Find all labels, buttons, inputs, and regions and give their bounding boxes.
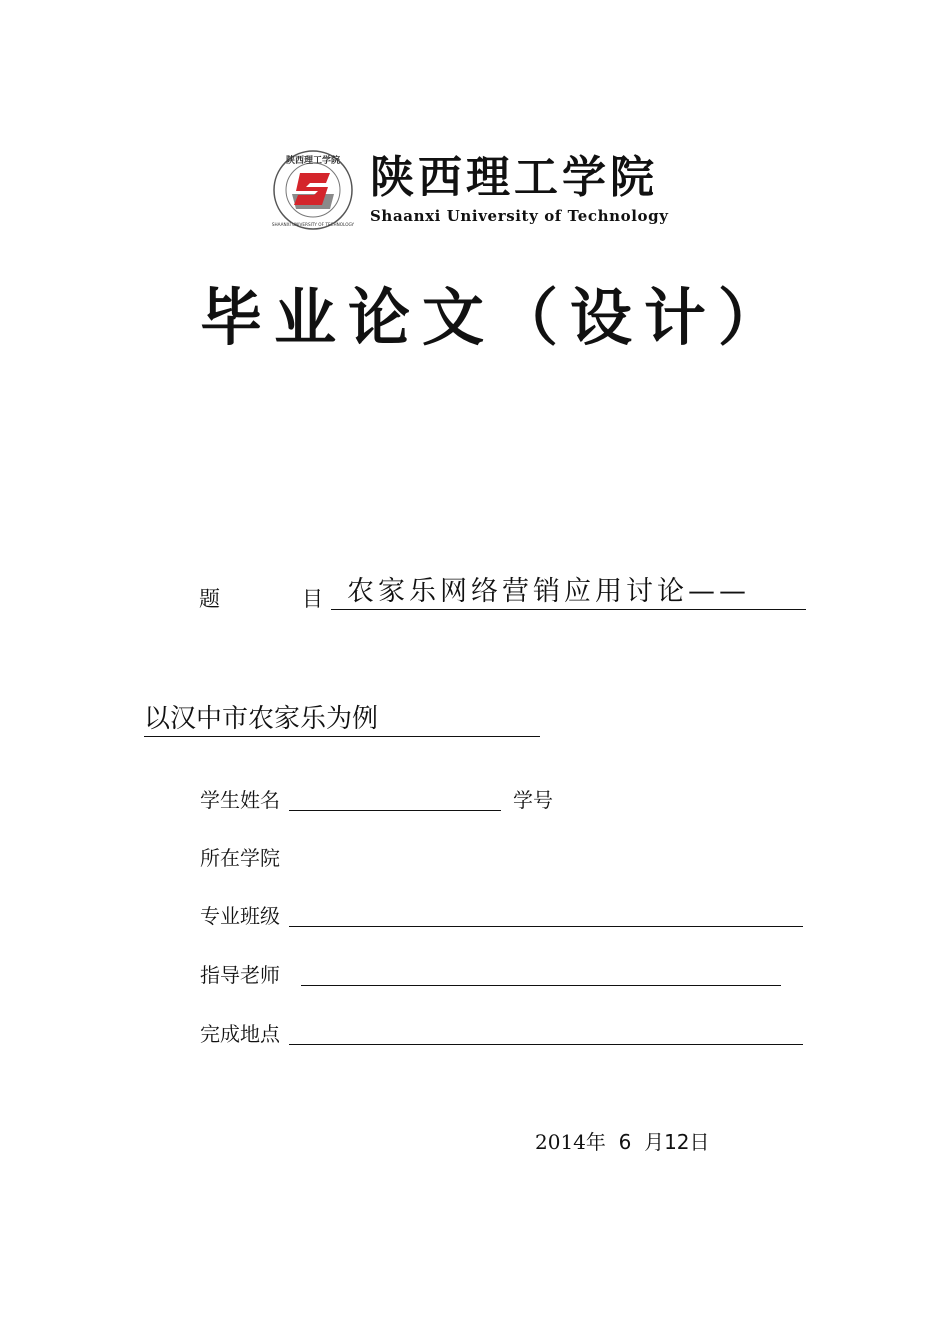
title-char: 文 — [421, 281, 484, 354]
date-year: 2014 — [535, 1130, 586, 1154]
university-logo — [270, 149, 678, 231]
title-char: 业 — [273, 281, 336, 354]
university-name-en: Shaanxi University of Technology — [370, 207, 669, 225]
college-label: 所在学院 — [200, 846, 280, 870]
major-class-line — [289, 900, 803, 927]
title-char: 设 — [569, 281, 632, 354]
title-char: （ — [495, 281, 558, 354]
student-id-label: 学号 — [513, 788, 553, 812]
major-class-label: 专业班级 — [200, 904, 280, 928]
student-name-label: 学生姓名 — [200, 788, 280, 812]
date-month-unit: 月 — [644, 1130, 665, 1154]
date-day: 12 — [664, 1130, 690, 1154]
date-day-unit: 日 — [689, 1130, 710, 1154]
university-seal-icon — [270, 149, 356, 231]
university-name-cn: 陕西理工学院 — [370, 152, 658, 203]
topic-label-second: 目 — [302, 587, 323, 611]
date-year-unit: 年 — [585, 1130, 606, 1154]
topic-text-line-2: 以汉中市农家乐为例 — [144, 702, 540, 737]
advisor-label: 指导老师 — [200, 963, 280, 987]
location-label: 完成地点 — [200, 1022, 280, 1046]
completion-date — [535, 1128, 710, 1156]
seal-text-bottom: SHAANXI UNIVERSITY OF TECHNOLOGY — [271, 222, 355, 227]
title-char: 论 — [347, 281, 410, 354]
student-name-line — [289, 784, 501, 811]
title-char: 计 — [643, 281, 706, 354]
document-title — [200, 280, 780, 356]
title-char: 毕 — [200, 281, 263, 354]
location-line — [289, 1018, 803, 1045]
topic-label-first: 题 — [199, 587, 220, 611]
date-month: 6 — [618, 1130, 632, 1154]
seal-text-top: 陕西理工学院 — [285, 156, 341, 166]
title-char: ） — [717, 281, 780, 354]
topic-text-line-1: 农家乐网络营销应用讨论—— — [331, 575, 806, 610]
advisor-line — [301, 959, 781, 986]
